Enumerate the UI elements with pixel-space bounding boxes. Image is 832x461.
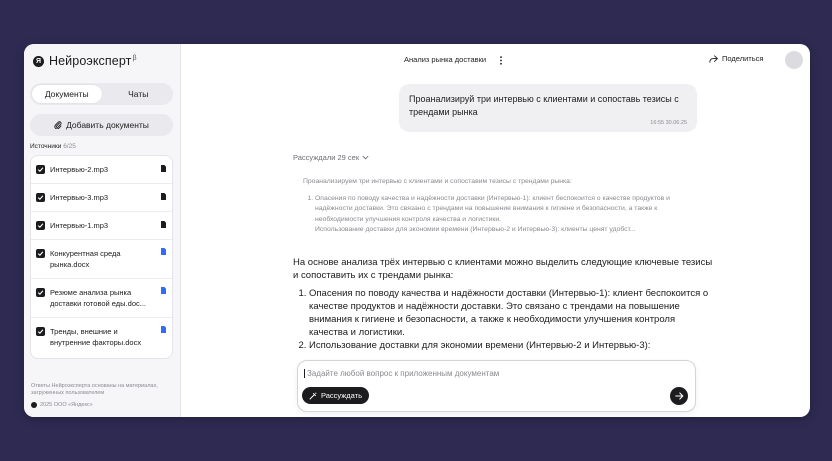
copyright-icon bbox=[31, 402, 37, 408]
reasoning-item: 2. Использование доставки для экономии времени (Интервью-2 и Интервью-3): клиенты ценят удобст... bbox=[315, 225, 703, 236]
share-button[interactable] bbox=[709, 54, 763, 63]
answer-list bbox=[293, 287, 713, 352]
assistant-answer bbox=[293, 256, 713, 352]
audio-file-icon bbox=[161, 165, 166, 172]
copyright bbox=[31, 402, 93, 408]
paperclip-icon bbox=[54, 121, 62, 129]
sparkle-pen-icon bbox=[309, 392, 317, 400]
file-name: Резюме анализа рынка доставки готовой еды.doc... bbox=[50, 288, 147, 308]
copyright-text: 2025 ООО «Яндекс» bbox=[40, 402, 93, 408]
audio-file-icon bbox=[161, 193, 166, 200]
file-name: Интервью-3.mp3 bbox=[50, 193, 109, 202]
yandex-logo-icon: Я bbox=[33, 56, 44, 67]
reasoning-intro: Проанализируем три интервью с клиентами и сопоставим тезисы с трендами рынка: bbox=[303, 178, 572, 185]
checkbox-checked-icon[interactable] bbox=[36, 193, 45, 202]
brand-beta-mark: β bbox=[132, 54, 137, 62]
share-label: Поделиться bbox=[722, 54, 764, 63]
answer-lead: На основе анализа трёх интервью с клиентами можно выделить следующие ключевые тезисы и сопоставить их с трендами рынка: bbox=[293, 257, 713, 281]
checkbox-checked-icon[interactable] bbox=[36, 221, 45, 230]
chat-area bbox=[181, 44, 810, 417]
send-button[interactable] bbox=[670, 387, 688, 405]
chat-title[interactable]: Анализ рынка доставки bbox=[404, 55, 487, 64]
question-input-placeholder[interactable]: Задайте любой вопрос к приложенным документам bbox=[304, 369, 499, 378]
list-item[interactable] bbox=[31, 318, 172, 358]
reasoning-toggle[interactable] bbox=[293, 153, 369, 162]
file-name: Интервью-2.mp3 bbox=[50, 165, 109, 174]
add-documents-button[interactable] bbox=[30, 114, 173, 136]
answer-item: 1. Опасения по поводу качества и надёжности доставки (Интервью-1): клиент беспокоится о качестве продуктов и надёжности доставки. Это связано с трендами на повышение внимания к гигиене и безопасности, а также к необходимости улучшения контроля качества и логистики. bbox=[309, 287, 713, 339]
user-message-text: Проанализируй три интервью с клиентами и сопоставь тезисы с трендами рынка bbox=[409, 94, 679, 117]
message-timestamp: 16:55 30.06.25 bbox=[650, 120, 687, 126]
arrow-right-icon bbox=[675, 392, 684, 400]
list-item[interactable] bbox=[31, 279, 172, 318]
reasoning-button-label: Рассуждать bbox=[321, 391, 363, 400]
audio-file-icon bbox=[161, 221, 166, 228]
sources-count: 6/25 bbox=[63, 143, 76, 150]
question-input[interactable] bbox=[297, 360, 696, 412]
file-name: Конкурентная среда рынка.docx bbox=[50, 249, 121, 269]
word-file-icon bbox=[161, 248, 166, 255]
brand-name: Нейроэксперт bbox=[49, 54, 132, 68]
app-window bbox=[24, 44, 810, 417]
add-documents-label: Добавить документы bbox=[66, 120, 149, 130]
list-item[interactable] bbox=[31, 212, 172, 240]
reasoning-list bbox=[303, 194, 703, 236]
file-name: Тренды, внешние и внутренние факторы.docx bbox=[50, 327, 142, 347]
list-item[interactable] bbox=[31, 240, 172, 279]
answer-item: 2. Использование доставки для экономии времени (Интервью-2 и Интервью-3): bbox=[309, 339, 713, 352]
file-list bbox=[30, 155, 173, 359]
chevron-down-icon bbox=[362, 155, 369, 160]
word-file-icon bbox=[161, 326, 166, 333]
file-name: Интервью-1.mp3 bbox=[50, 221, 109, 230]
footer-note: Ответы Нейроэксперта основаны на материалах, загруженных пользователем bbox=[31, 383, 158, 396]
tab-chats[interactable]: Чаты bbox=[128, 89, 149, 99]
checkbox-checked-icon[interactable] bbox=[36, 288, 45, 297]
reasoning-text bbox=[303, 177, 703, 236]
tab-documents[interactable]: Документы bbox=[32, 85, 102, 103]
sources-label: Источники 6/25 bbox=[30, 143, 76, 150]
list-item[interactable] bbox=[31, 184, 172, 212]
reasoning-item: 1. Опасения по поводу качества и надёжности доставки (Интервью-1): клиент беспокоится о качестве продуктов и надёжности доставки. Это связано с трендами на повышение внимания к гигиене и безопасности, а также к необходимости улучшения контроля качества и логистики. bbox=[315, 194, 703, 226]
word-file-icon bbox=[161, 287, 166, 294]
avatar[interactable] bbox=[785, 51, 803, 69]
sidebar bbox=[24, 44, 181, 417]
user-message bbox=[399, 84, 697, 132]
reasoning-toggle-label: Рассуждали 29 сек bbox=[293, 153, 360, 162]
list-item[interactable] bbox=[31, 156, 172, 184]
brand bbox=[33, 54, 137, 68]
reasoning-button[interactable] bbox=[302, 387, 369, 404]
more-vertical-icon[interactable] bbox=[499, 56, 503, 65]
checkbox-checked-icon[interactable] bbox=[36, 327, 45, 336]
share-icon bbox=[709, 55, 718, 63]
checkbox-checked-icon[interactable] bbox=[36, 165, 45, 174]
checkbox-checked-icon[interactable] bbox=[36, 249, 45, 258]
sidebar-tabs bbox=[30, 83, 173, 105]
